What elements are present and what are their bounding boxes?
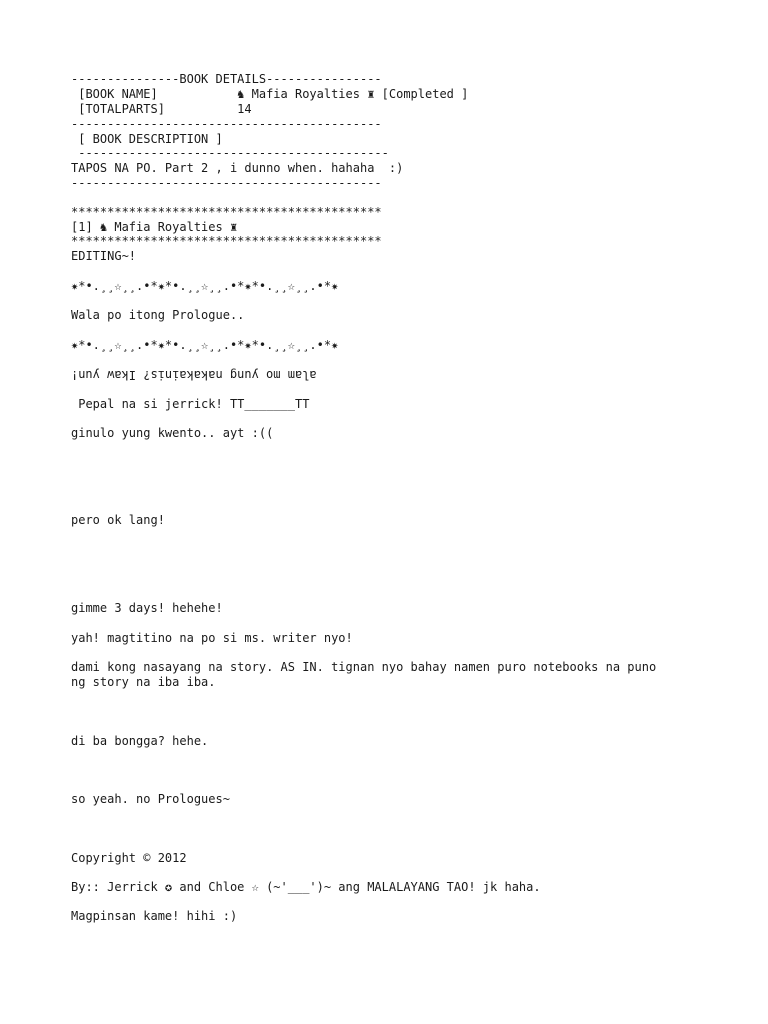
details-divider: ------------------------------------------- xyxy=(71,117,382,131)
book-details-header: ---------------BOOK DETAILS---------------- xyxy=(71,72,382,86)
author-credit: By:: Jerrick ✪ and Chloe ☆ (~'___')~ ang MALALAYANG TAO! jk haha. xyxy=(71,880,541,894)
book-description-text: TAPOS NA PO. Part 2 , i dunno when. hahaha :) xyxy=(71,161,404,175)
prologue-note: Wala po itong Prologue.. xyxy=(71,308,245,322)
paragraph: Magpinsan kame! hihi :) xyxy=(71,909,238,923)
book-name-row: [BOOK NAME] ♞ Mafia Royalties ♜ [Completed ] xyxy=(71,87,469,101)
upside-down-line xyxy=(71,367,317,382)
copyright: Copyright © 2012 xyxy=(71,851,187,865)
ornament-divider: ✷*•.¸¸☆¸¸.•*✷*•.¸¸☆¸¸.•*✷*•.¸¸☆¸¸.•*✷ xyxy=(71,279,339,293)
paragraph: gimme 3 days! hehehe! xyxy=(71,601,223,615)
book-description-title: [ BOOK DESCRIPTION ] xyxy=(71,132,223,146)
paragraph: pero ok lang! xyxy=(71,513,165,527)
chapter-star-rule-top: ******************************************* xyxy=(71,205,382,219)
ornament-divider: ✷*•.¸¸☆¸¸.•*✷*•.¸¸☆¸¸.•*✷*•.¸¸☆¸¸.•*✷ xyxy=(71,338,339,352)
paragraph: ginulo yung kwento.. ayt :(( xyxy=(71,426,274,440)
upside-down-text: alam mo yung nakakainis? Ikaw yun! xyxy=(71,368,317,382)
description-end-divider: ------------------------------------------- xyxy=(71,176,382,190)
editing-status: EDITING~! xyxy=(71,249,137,263)
paragraph: di ba bongga? hehe. xyxy=(71,734,209,748)
total-parts-row: [TOTALPARTS] 14 xyxy=(71,102,252,116)
paragraph: ng story na iba iba. xyxy=(71,675,216,689)
description-divider: ------------------------------------------- xyxy=(71,146,389,160)
chapter-heading: [1] ♞ Mafia Royalties ♜ xyxy=(71,220,238,234)
paragraph: yah! magtitino na po si ms. writer nyo! xyxy=(71,631,353,645)
paragraph: dami kong nasayang na story. AS IN. tignan nyo bahay namen puro notebooks na puno xyxy=(71,660,657,674)
paragraph: Pepal na si jerrick! TT_______TT xyxy=(71,397,310,411)
chapter-star-rule-bottom: ******************************************* xyxy=(71,234,382,248)
paragraph: so yeah. no Prologues~ xyxy=(71,792,230,806)
